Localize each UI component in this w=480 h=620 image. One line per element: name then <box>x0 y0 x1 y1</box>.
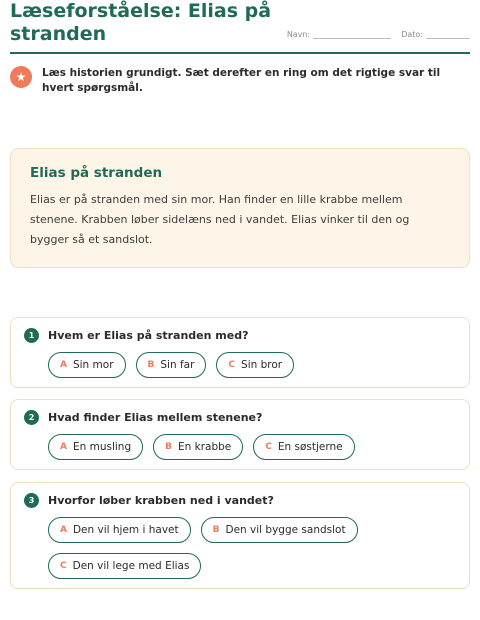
option-letter: C <box>60 561 67 571</box>
question-text: Hvad finder Elias mellem stenene? <box>48 411 263 424</box>
date-field[interactable] <box>401 30 470 39</box>
option-label: Den vil hjem i havet <box>72 524 179 536</box>
option-label: Sin mor <box>72 359 114 371</box>
option-letter: B <box>147 360 155 370</box>
name-field[interactable] <box>287 30 391 39</box>
answer-options <box>48 434 458 460</box>
option-label: Den vil bygge sandslot <box>225 524 346 536</box>
name-label: Navn: <box>286 30 311 39</box>
question-number-badge: 2 <box>24 410 39 425</box>
option-letter: A <box>60 442 67 452</box>
story-title: Elias på stranden <box>30 165 163 181</box>
answer-option-b[interactable] <box>153 434 243 460</box>
option-label: Den vil lege med Elias <box>72 560 190 572</box>
page-title: Læseforståelse: Elias på stranden <box>10 0 272 45</box>
question-header <box>24 328 248 343</box>
question-card-1 <box>10 317 470 388</box>
answer-option-b[interactable] <box>201 517 358 543</box>
instructions-text: Læs historien grundigt. Sæt derefter en ring om det rigtige svar til hvert spørgsmål. <box>42 67 441 94</box>
star-icon: ★ <box>10 66 32 88</box>
question-number-badge: 3 <box>24 493 39 508</box>
question-number-badge: 1 <box>24 328 39 343</box>
date-label: Dato: <box>401 30 423 39</box>
answer-option-a[interactable] <box>48 517 191 543</box>
answer-option-c[interactable] <box>216 352 294 378</box>
option-letter: B <box>212 525 220 535</box>
option-letter: C <box>228 360 236 370</box>
question-card-2 <box>10 399 470 470</box>
answer-options <box>48 352 458 378</box>
answer-option-a[interactable] <box>48 352 126 378</box>
option-label: En søstjerne <box>277 441 343 453</box>
option-letter: A <box>60 525 67 535</box>
answer-option-b[interactable] <box>136 352 207 378</box>
instructions <box>10 66 470 96</box>
option-label: En krabbe <box>177 441 232 453</box>
option-label: En musling <box>72 441 132 453</box>
answer-option-a[interactable] <box>48 434 143 460</box>
option-letter: C <box>265 442 272 452</box>
name-line[interactable] <box>313 31 391 39</box>
option-letter: B <box>165 442 172 452</box>
answer-option-c[interactable] <box>48 553 201 579</box>
option-letter: A <box>60 360 67 370</box>
worksheet-header <box>10 0 470 54</box>
question-text: Hvem er Elias på stranden med? <box>48 329 249 342</box>
meta-fields <box>287 30 470 39</box>
date-line[interactable] <box>426 31 470 39</box>
answer-options <box>48 517 458 579</box>
story-box <box>10 148 470 268</box>
option-label: Sin bror <box>241 359 283 371</box>
answer-option-c[interactable] <box>253 434 354 460</box>
question-header <box>24 493 274 508</box>
question-text: Hvorfor løber krabben ned i vandet? <box>48 494 274 507</box>
question-card-3 <box>10 482 470 589</box>
option-label: Sin far <box>160 359 195 371</box>
question-header <box>24 410 262 425</box>
story-text: Elias er på stranden med sin mor. Han finder en lille krabbe mellem stenene. Krabben løber sidelæns ned i vandet. Elias vinker til den og bygger så et sandslot. <box>30 193 410 246</box>
